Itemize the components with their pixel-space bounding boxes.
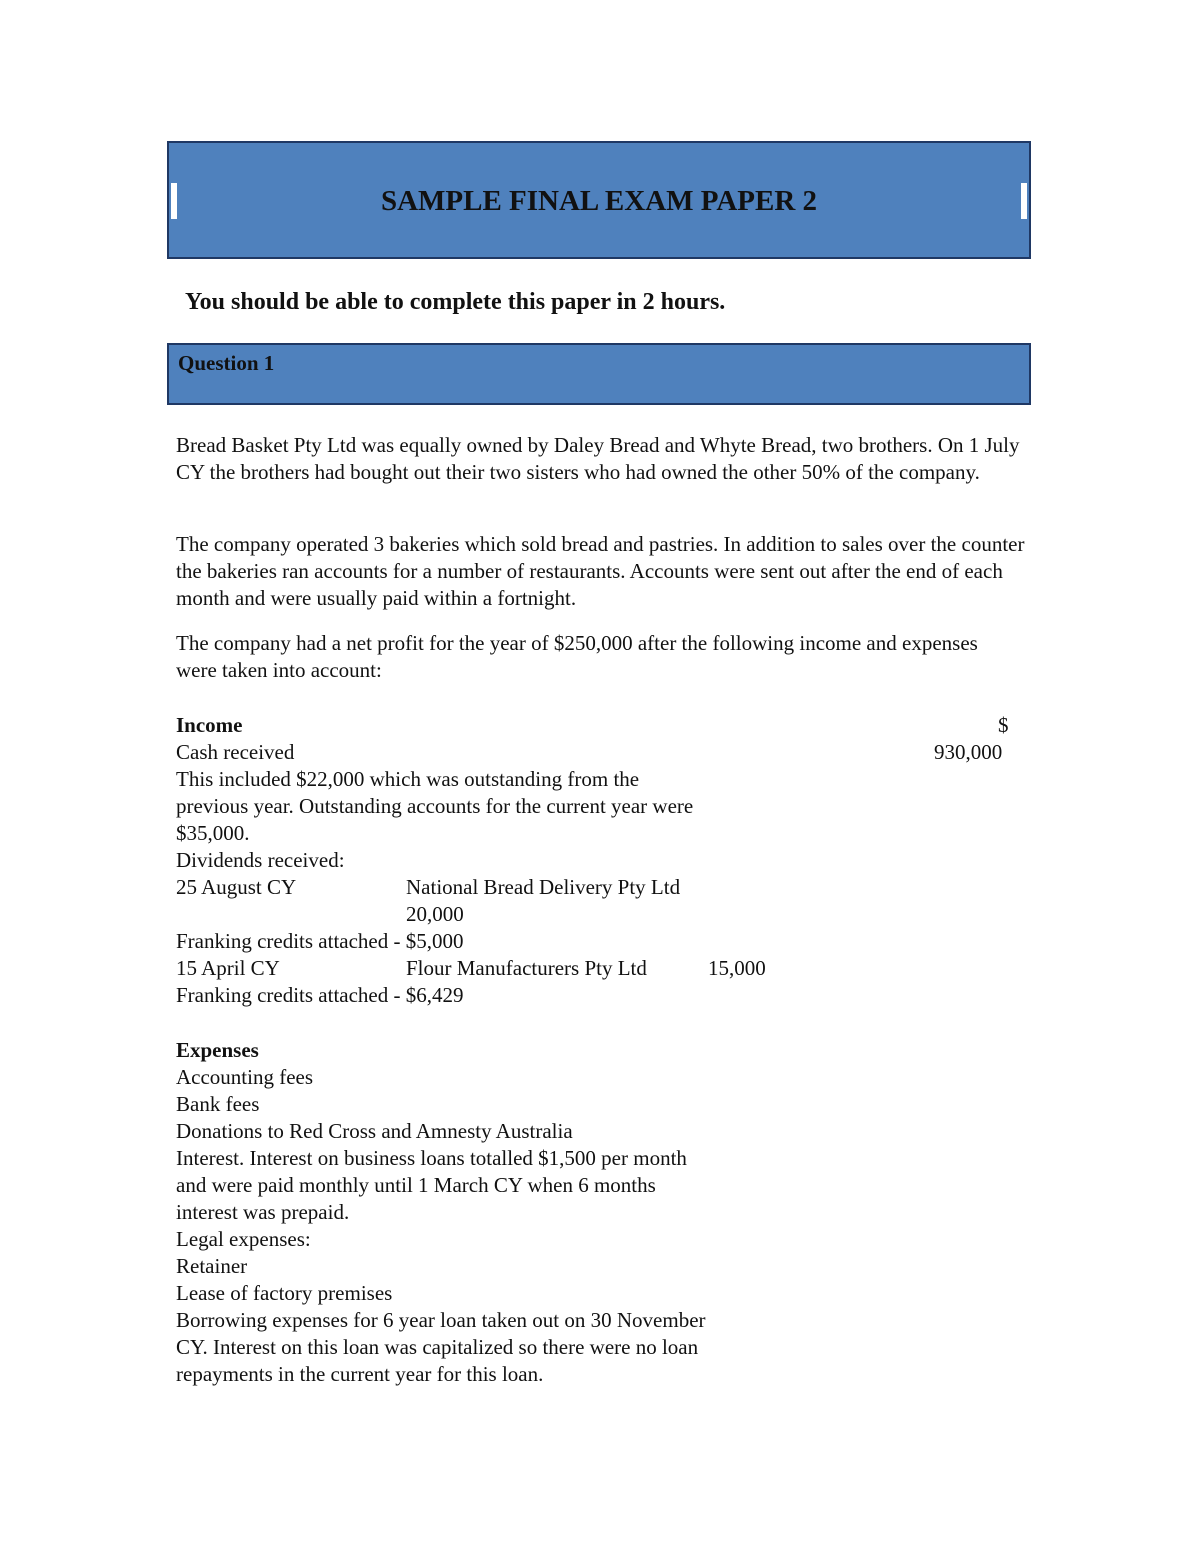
expense-line: and were paid monthly until 1 March CY when 6 months (176, 1173, 656, 1197)
expense-line: CY. Interest on this loan was capitalized so there were no loan (176, 1335, 699, 1359)
time-instruction: You should be able to complete this paper in 2 hours. (185, 289, 726, 315)
dividend-1-date: 25 August CY (176, 875, 297, 899)
cash-received-value: 930,000 (934, 740, 1003, 764)
dividend-2-amount: 15,000 (708, 956, 766, 980)
expenses-heading: Expenses (176, 1038, 259, 1062)
expense-line: Retainer (176, 1254, 248, 1278)
currency-header: $ (998, 713, 1009, 737)
dividends-label: Dividends received: (176, 848, 345, 872)
dividend-2-franking: Franking credits attached - $6,429 (176, 983, 464, 1007)
expense-line: repayments in the current year for this loan. (176, 1362, 544, 1386)
expense-line: Interest. Interest on business loans totalled $1,500 per month (176, 1146, 687, 1170)
intro-paragraph-3: The company had a net profit for the year of $250,000 after the following income and expenses were taken into account: (176, 631, 978, 682)
expense-line: Lease of factory premises (176, 1281, 393, 1305)
dividend-1-amount: 20,000 (406, 902, 464, 926)
dividend-2-date: 15 April CY (176, 956, 280, 980)
income-note-line: previous year. Outstanding accounts for the current year were (176, 794, 694, 818)
question-banner (167, 343, 1031, 405)
income-heading: Income (176, 713, 243, 737)
intro-paragraph-1: Bread Basket Pty Ltd was equally owned by Daley Bread and Whyte Bread, two brothers. On 1 July CY the brothers had bought out their two sisters who had owned the other 50% of the company. (176, 433, 1020, 484)
expense-line: Legal expenses: (176, 1227, 311, 1251)
expense-line: Borrowing expenses for 6 year loan taken out on 30 November (176, 1308, 706, 1332)
income-note-line: $35,000. (176, 821, 250, 845)
dividend-1-payer: National Bread Delivery Pty Ltd (406, 875, 681, 899)
income-note-line: This included $22,000 which was outstanding from the (176, 767, 640, 791)
expense-line: interest was prepaid. (176, 1200, 350, 1224)
page-title: SAMPLE FINAL EXAM PAPER 2 (380, 185, 818, 217)
cash-received-label: Cash received (176, 740, 295, 764)
dividend-2-payer: Flour Manufacturers Pty Ltd (406, 956, 647, 980)
intro-paragraph-2: The company operated 3 bakeries which sold bread and pastries. In addition to sales over the counter the bakeries ran accounts for a number of restaurants. Accounts were sent out after the end of each month and were usually paid within a fortnight. (176, 532, 1025, 610)
expense-line: Donations to Red Cross and Amnesty Australia (176, 1119, 573, 1143)
dividend-1-franking: Franking credits attached - $5,000 (176, 929, 464, 953)
question-label: Question 1 (178, 351, 275, 375)
expense-line: Accounting fees (176, 1065, 314, 1089)
title-banner (167, 141, 1031, 259)
expense-line: Bank fees (176, 1092, 260, 1116)
